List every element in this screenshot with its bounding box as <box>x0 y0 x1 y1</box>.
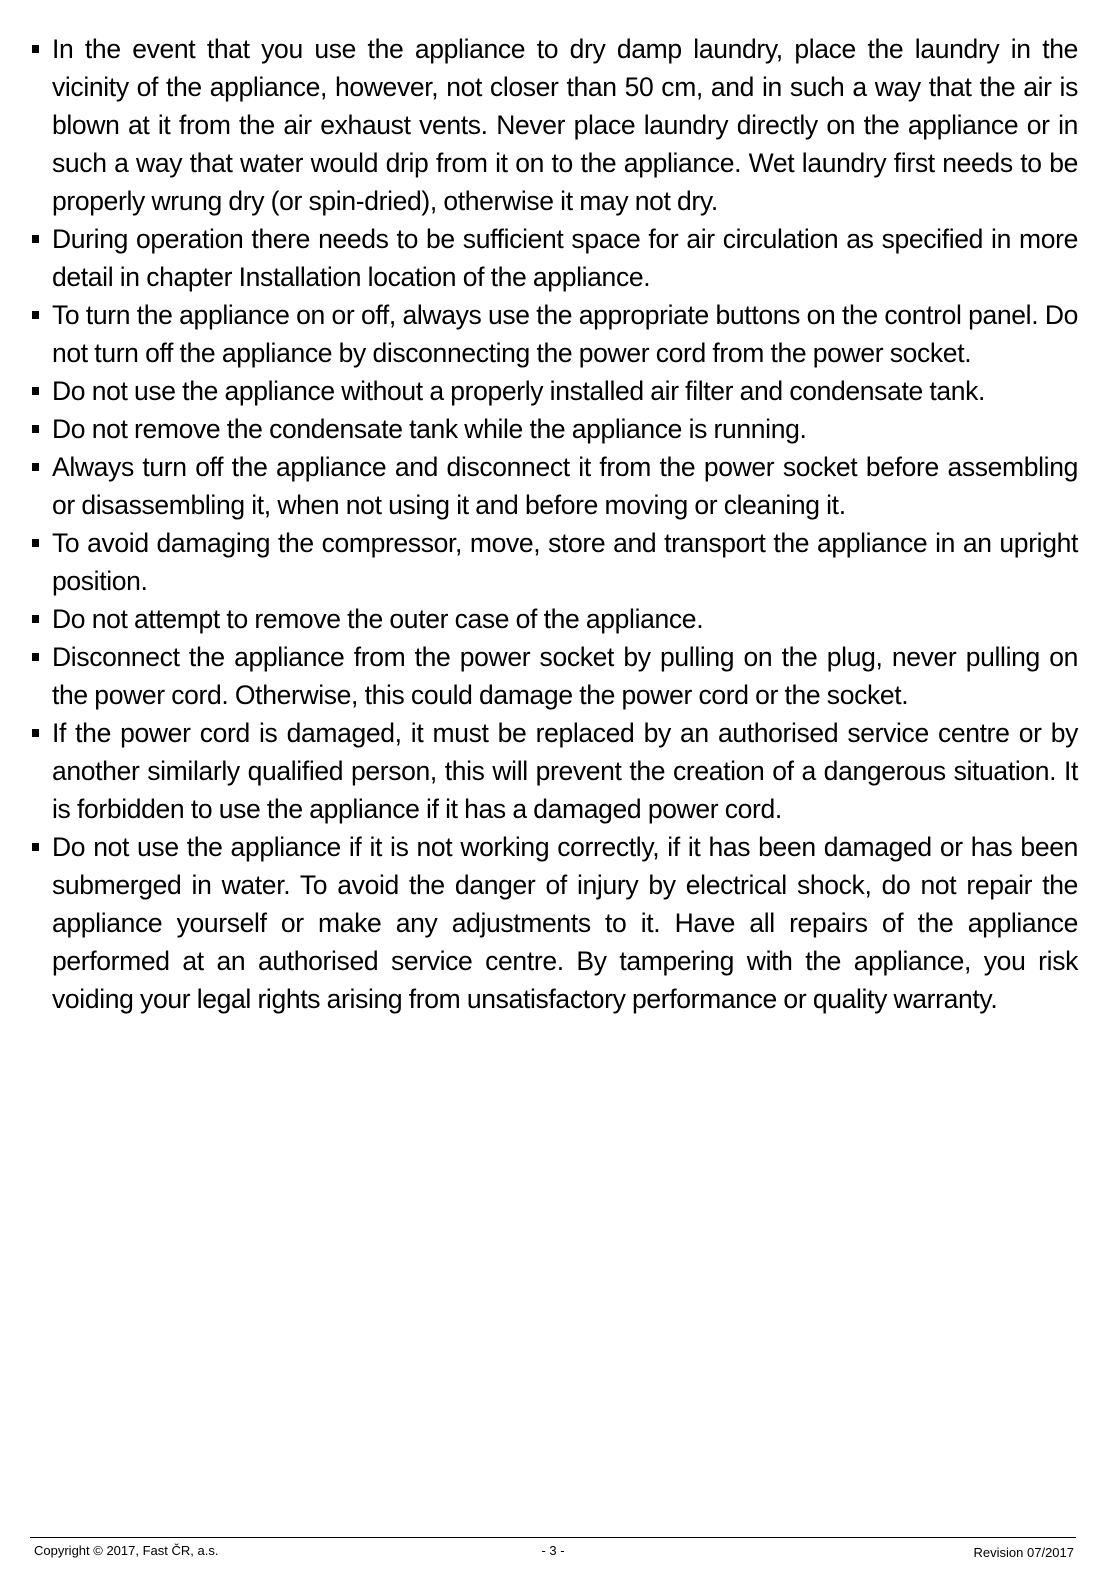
document-body <box>28 30 1078 1018</box>
list-item-text: Do not use the appliance if it is not working correctly, if it has been damaged or has been submerged in water. To avoid the danger of injury by electrical shock, do not repair the appliance yourself or make any adjustments to it. Have all repairs of the appliance performed at an authorised service centre. By tampering with the appliance, you risk voiding your legal rights arising from unsatisfactory performance or quality warranty. <box>52 832 1078 1014</box>
bullet-square-icon <box>32 311 39 319</box>
bullet-square-icon <box>32 843 39 851</box>
bullet-square-icon <box>32 425 39 433</box>
list-item-text: Do not use the appliance without a properly installed air filter and condensate tank. <box>52 376 986 406</box>
page-footer <box>30 1537 1076 1562</box>
list-item-text: Do not remove the condensate tank while the appliance is running. <box>52 414 807 444</box>
bullet-square-icon <box>32 539 39 547</box>
list-item-text: Do not attempt to remove the outer case of the appliance. <box>52 604 704 634</box>
list-item-text: During operation there needs to be sufficient space for air circulation as specified in more detail in chapter Installation location of the appliance. <box>52 224 1078 292</box>
revision-text: Revision 07/2017 <box>973 1545 1074 1560</box>
list-item <box>28 410 1078 448</box>
list-item <box>28 372 1078 410</box>
list-item <box>28 600 1078 638</box>
list-item <box>28 638 1078 714</box>
list-item <box>28 828 1078 1018</box>
bullet-square-icon <box>32 45 39 53</box>
safety-instructions-list <box>28 30 1078 1018</box>
bullet-square-icon <box>32 729 39 737</box>
bullet-square-icon <box>32 235 39 243</box>
bullet-square-icon <box>32 463 39 471</box>
list-item <box>28 296 1078 372</box>
list-item-text: To avoid damaging the compressor, move, store and transport the appliance in an upright position. <box>52 528 1078 596</box>
list-item <box>28 714 1078 828</box>
page-number: - 3 - <box>541 1543 565 1558</box>
list-item-text: Disconnect the appliance from the power socket by pulling on the plug, never pulling on the power cord. Otherwise, this could damage the power cord or the socket. <box>52 642 1078 710</box>
list-item-text: Always turn off the appliance and disconnect it from the power socket before assembling or disassembling it, when not using it and before moving or cleaning it. <box>52 452 1078 520</box>
list-item <box>28 524 1078 600</box>
bullet-square-icon <box>32 615 39 623</box>
bullet-square-icon <box>32 387 39 395</box>
list-item <box>28 30 1078 220</box>
list-item <box>28 448 1078 524</box>
list-item <box>28 220 1078 296</box>
list-item-text: If the power cord is damaged, it must be replaced by an authorised service centre or by another similarly qualified person, this will prevent the creation of a dangerous situation. It is forbidden to use the appliance if it has a damaged power cord. <box>52 718 1078 824</box>
copyright-text: Copyright © 2017, Fast ČR, a.s. <box>34 1543 219 1558</box>
bullet-square-icon <box>32 653 39 661</box>
list-item-text: To turn the appliance on or off, always use the appropriate buttons on the control panel. Do not turn off the appliance by disconnecting the power cord from the power socket. <box>52 300 1078 368</box>
list-item-text: In the event that you use the appliance to dry damp laundry, place the laundry in the vicinity of the appliance, however, not closer than 50 cm, and in such a way that the air is blown at it from the air exhaust vents. Never place laundry directly on the appliance or in such a way that water would drip from it on to the appliance. Wet laundry first needs to be properly wrung dry (or spin-dried), otherwise it may not dry. <box>52 34 1078 216</box>
